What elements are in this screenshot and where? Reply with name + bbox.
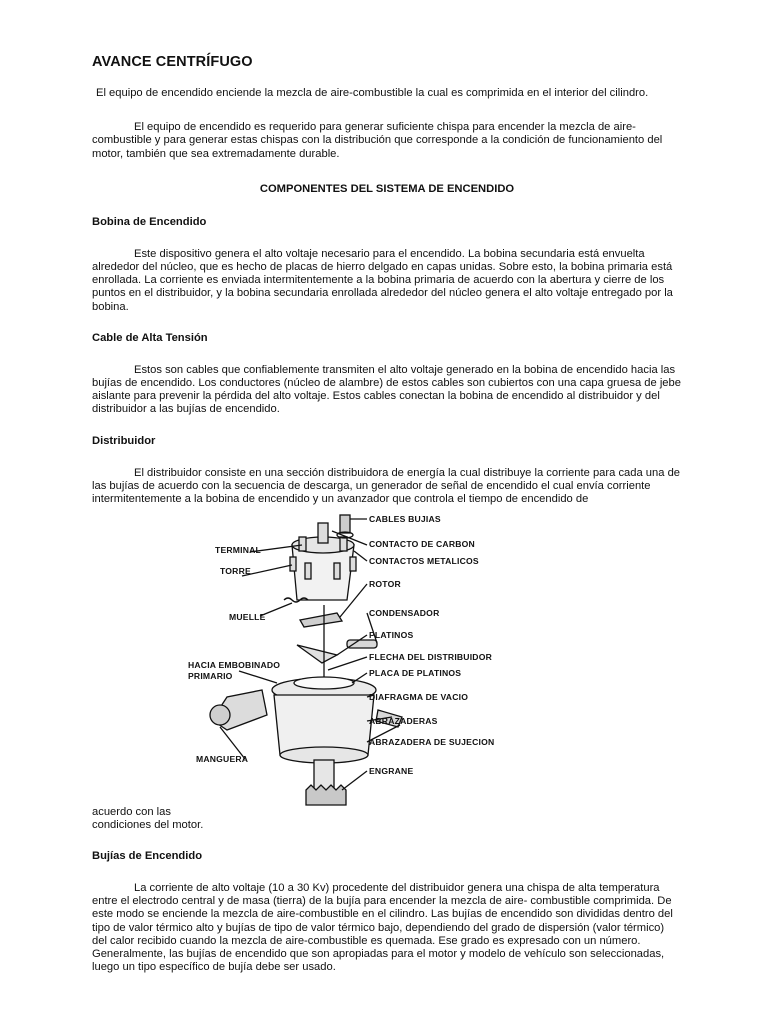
label-cables-bujias: CABLES BUJIAS <box>369 514 441 524</box>
section-heading-distribuidor: Distribuidor <box>92 434 156 447</box>
intro-paragraph: El equipo de encendido enciende la mezcla de aire-combustible la cual es comprimida en el interior del cilindro. <box>96 87 649 99</box>
label-primario: PRIMARIO <box>188 671 233 681</box>
intro2-paragraph: El equipo de encendido es requerido para generar suficiente chispa para encender la mezcla de aire-combustible y para generar estas chispas con la distribución que corresponde a la condición de funcionamiento del motor, también que sea extremadamente durable. <box>92 121 663 160</box>
section-heading-cable: Cable de Alta Tensión <box>92 331 208 344</box>
label-diafragma-vacio: DIAFRAGMA DE VACIO <box>369 692 469 702</box>
components-heading: COMPONENTES DEL SISTEMA DE ENCENDIDO <box>259 182 515 195</box>
label-contactos-metalicos: CONTACTOS METALICOS <box>369 556 479 566</box>
continuation-line-1: acuerdo con las <box>92 806 171 818</box>
label-torre: TORRE <box>220 566 251 576</box>
label-abrazaderas: ABRAZADERAS <box>369 716 438 726</box>
section-body-cable: Estos son cables que confiablemente transmiten el alto voltaje generado en la bobina de encendido hacia las bujías de encendido. Los conductores (núcleo de alambre) de estos cables son cubiertos con una capa gruesa de jebe aislante para prevenir la pérdida del alto voltaje. Estos cables conectan la bobina de encendido al distribuidor y del distribuidor a las bujías de encendido. <box>92 363 681 416</box>
label-manguera: MANGUERA <box>196 754 249 764</box>
document-page <box>92 54 682 506</box>
label-contacto-carbon: CONTACTO DE CARBON <box>369 539 475 549</box>
section-heading-bobina: Bobina de Encendido <box>92 215 207 228</box>
distributor-diagram-svg <box>92 505 512 815</box>
section-body-bujias: La corriente de alto voltaje (10 a 30 Kv) procedente del distribuidor genera una chispa de alta temperatura entre el electrodo central y de masa (tierra) de la bujía para encender la mezcla de aire- combustible comprimida. De este modo se enciende la mezcla de aire-combustible en el cilindro. Las bujías de encendido son divididas dentro del tipo de valor térmico alto y bujías de tipo de valor térmico bajo, dependiendo del grado de dispersión (valor térmico) del calor recibido cuando la mezcla de aire-combustible es quemada. Ese grado es expresado con un número. Generalmente, las bujías de encendido que son apropiadas para el motor y modelo de vehículo son seleccionadas, luego un tipo específico de bujía debe ser usado. <box>92 882 673 974</box>
label-hacia-embobinado: HACIA EMBOBINADO <box>188 660 281 670</box>
label-engrane: ENGRANE <box>369 766 414 776</box>
distributor-diagram <box>92 505 512 815</box>
continuation-text <box>92 806 203 832</box>
label-rotor: ROTOR <box>369 579 401 589</box>
label-condensador: CONDENSADOR <box>369 608 440 618</box>
section-body-bobina: Este dispositivo genera el alto voltaje necesario para el encendido. La bobina secundaria está envuelta alrededor del núcleo, que es hecho de placas de hierro delgado en capas unidas. Sobre esto, la bobina primaria está enrollada. La corriente es enviada intermitentemente a la bobina primaria de acuerdo con la abertura y cierre de los puntos en el distribuidor, y la bobina secundaria enrollada alrededor del núcleo genera el alto voltaje entregado por la bobina. <box>92 247 673 313</box>
section-bujias <box>92 850 682 974</box>
label-flecha-distribuidor: FLECHA DEL DISTRIBUIDOR <box>369 652 493 662</box>
section-body-distribuidor: El distribuidor consiste en una sección distribuidora de energía la cual distribuye la corriente para cada una de las bujías de acuerdo con la secuencia de descarga, un generador de señal de encendido el cual envía corriente intermitentemente a la bobina de encendido y un avanzador que controla el tiempo de encendido de <box>92 466 681 506</box>
continuation-line-2: condiciones del motor. <box>92 819 204 832</box>
label-platinos: PLATINOS <box>369 630 414 640</box>
label-terminal: TERMINAL <box>215 545 261 555</box>
document-title: AVANCE CENTRÍFUGO <box>92 54 253 70</box>
label-muelle: MUELLE <box>229 612 266 622</box>
section-heading-bujias: Bujías de Encendido <box>92 850 203 862</box>
label-abrazadera-sujecion: ABRAZADERA DE SUJECION <box>369 737 495 747</box>
label-placa-platinos: PLACA DE PLATINOS <box>369 668 462 678</box>
